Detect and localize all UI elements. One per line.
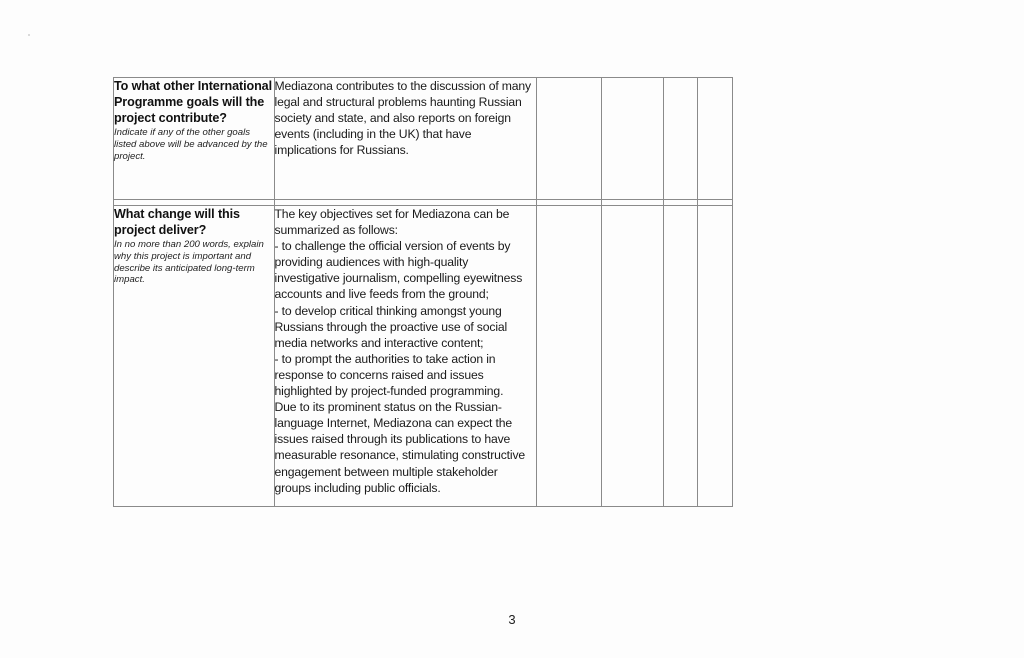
empty-cell xyxy=(537,78,601,200)
empty-cell xyxy=(697,206,732,507)
table-row-programme-goals xyxy=(114,78,733,200)
answer-text xyxy=(275,78,537,158)
answer-paragraph: Mediazona contributes to the discussion of many legal and structural problems haunting Russian society and state, and also reports on foreign events (including in the UK) that have implications for Russians. xyxy=(274,79,531,158)
answer-paragraph: The key objectives set for Mediazona can be summarized as follows: xyxy=(274,207,510,238)
answer-text xyxy=(275,206,537,496)
empty-cell xyxy=(537,206,601,507)
question-cell xyxy=(114,78,275,200)
project-form-table xyxy=(113,77,733,507)
answer-cell xyxy=(274,78,537,200)
empty-cell xyxy=(601,78,663,200)
question-title: What change will this project deliver? xyxy=(114,207,240,237)
question-cell xyxy=(114,206,275,507)
answer-paragraph: - to challenge the official version of events by providing audiences with high-quality investigative journalism, compelling eyewitness accounts and live feeds from the ground; xyxy=(274,239,523,302)
empty-cell xyxy=(601,206,663,507)
answer-paragraph: - to develop critical thinking amongst young Russians through the proactive use of social media networks and interactive content; xyxy=(274,303,508,350)
question-title: To what other International Programme goals will the project contribute? xyxy=(114,79,272,125)
answer-paragraph: Due to its prominent status on the Russian-language Internet, Mediazona can expect the issues raised through its publications to have measurable resonance, stimulating constructive engagement between multiple stakeholder groups including public officials. xyxy=(274,400,526,495)
page-number: 3 xyxy=(508,612,516,627)
answer-paragraph: - to prompt the authorities to take action in response to concerns raised and issues highlighted by project-funded programming. xyxy=(274,351,504,399)
answer-cell xyxy=(274,206,537,507)
question-hint: Indicate if any of the other goals listed above will be advanced by the project. xyxy=(114,127,268,162)
table-row-project-change xyxy=(114,206,733,507)
empty-cell xyxy=(663,78,697,200)
empty-cell xyxy=(663,206,697,507)
scan-speck xyxy=(28,34,30,36)
empty-cell xyxy=(697,78,732,200)
question-hint: In no more than 200 words, explain why this project is important and describe its anticipated long-term impact. xyxy=(114,239,264,286)
